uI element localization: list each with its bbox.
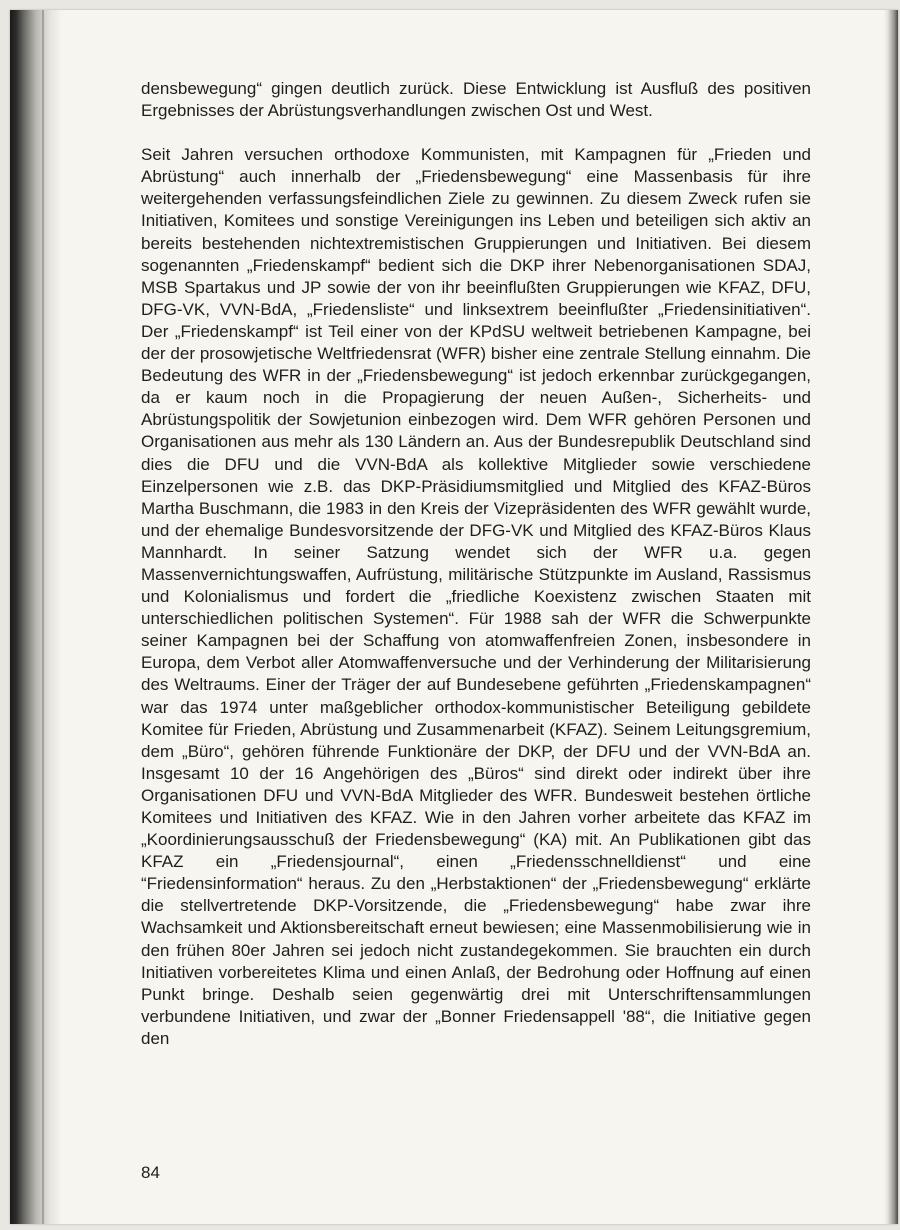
page-edge-shadow — [884, 10, 898, 1224]
book-spine-crease — [42, 10, 44, 1224]
book-spine-shadow — [10, 10, 62, 1224]
paragraph-spacer — [141, 122, 811, 144]
paragraph-main: Seit Jahren versuchen orthodoxe Kommunisten, mit Kampagnen für „Frieden und Abrüstung“ auch innerhalb der „Friedensbewegung“ eine Massenbasis für ihre weitergehenden verfassungsfeindlichen Ziele zu gewinnen. Zu diesem Zweck rufen sie Initiativen, Komitees und sonstige Vereinigungen ins Leben und beteiligen sich aktiv an bereits bestehenden nichtextremistischen Gruppierungen und Initiativen. Bei diesem sogenannten „Friedenskampf“ bedient sich die DKP ihrer Nebenorganisationen SDAJ, MSB Spartakus und JP sowie der von ihr beeinflußten Gruppierungen wie KFAZ, DFU, DFG-VK, VVN-BdA, „Friedensliste“ und linksextrem beeinflußter „Friedensinitiativen“. Der „Friedenskampf“ ist Teil einer von der KPdSU weltweit betriebenen Kampagne, bei der der prosowjetische Weltfriedensrat (WFR) bisher eine zentrale Stellung einnahm. Die Bedeutung des WFR in der „Friedensbewegung“ ist jedoch erkennbar zurückgegangen, da er kaum noch in die Propagierung der neuen Außen-, Sicherheits- und Abrüstungspolitik der Sowjetunion einbezogen wird. Dem WFR gehören Personen und Organisationen aus mehr als 130 Ländern an. Aus der Bundesrepublik Deutschland sind dies die DFU und die VVN-BdA als kollektive Mitglieder sowie verschiedene Einzelpersonen wie z.B. das DKP-Präsidiumsmitglied und Mitglied des KFAZ-Büros Martha Buschmann, die 1983 in den Kreis der Vizepräsidenten des WFR gewählt wurde, und der ehemalige Bundesvorsitzende der DFG-VK und Mitglied des KFAZ-Büros Klaus Mannhardt. In seiner Satzung wendet sich der WFR u.a. gegen Massenvernichtungswaffen, Aufrüstung, militärische Stützpunkte im Ausland, Rassismus und Kolonialismus und fordert die „friedliche Koexistenz zwischen Staaten mit unterschiedlichen politischen Systemen“. Für 1988 sah der WFR die Schwerpunkte seiner Kampagnen bei der Schaffung von atomwaffenfreien Zonen, insbesondere in Europa, dem Verbot aller Atomwaffenversuche und der Verhinderung der Militarisierung des Weltraums. Einer der Träger der auf Bundesebene geführten „Friedenskampagnen“ war das 1974 unter maßgeblicher orthodox-kommunistischer Beteiligung gebildete Komitee für Frieden, Abrüstung und Zusammenarbeit (KFAZ). Seinem Leitungsgremium, dem „Büro“, gehören führende Funktionäre der DKP, der DFU und der VVN-BdA an. Insgesamt 10 der 16 Angehörigen des „Büros“ sind direkt oder indirekt über ihre Organisationen DFU und VVN-BdA Mitglieder des WFR. Bundesweit bestehen örtliche Komitees und Initiativen des KFAZ. Wie in den Jahren vorher arbeitete das KFAZ im „Koordinierungsausschuß der Friedensbewegung“ (KA) mit. An Publikationen gibt das KFAZ ein „Friedensjournal“, einen „Friedensschnelldienst“ und eine “Friedensinformation“ heraus. Zu den „Herbstaktionen“ der „Friedensbewegung“ erklärte die stellvertretende DKP-Vorsitzende, die „Friedensbewegung“ habe zwar ihre Wachsamkeit und Aktionsbereitschaft erneut bewiesen; eine Massenmobilisierung wie in den frühen 80er Jahren sei jedoch nicht zustandegekommen. Sie brauchten ein durch Initiativen vorbereitetes Klima und einen Anlaß, der Bedrohung oder Hoffnung auf einen Punkt bringe. Deshalb seien gegenwärtig drei mit Unterschriftensammlungen verbundene Initiativen, und zwar der „Bonner Friedensappell '88“, die Initiative gegen den — [141, 145, 811, 1048]
body-text — [141, 78, 811, 1050]
page-number: 84 — [141, 1163, 160, 1182]
paragraph-continuation: densbewegung“ gingen deutlich zurück. Diese Entwicklung ist Ausfluß des positiven Ergebnisses der Abrüstungsverhandlungen zwischen Ost und West. — [141, 79, 811, 121]
